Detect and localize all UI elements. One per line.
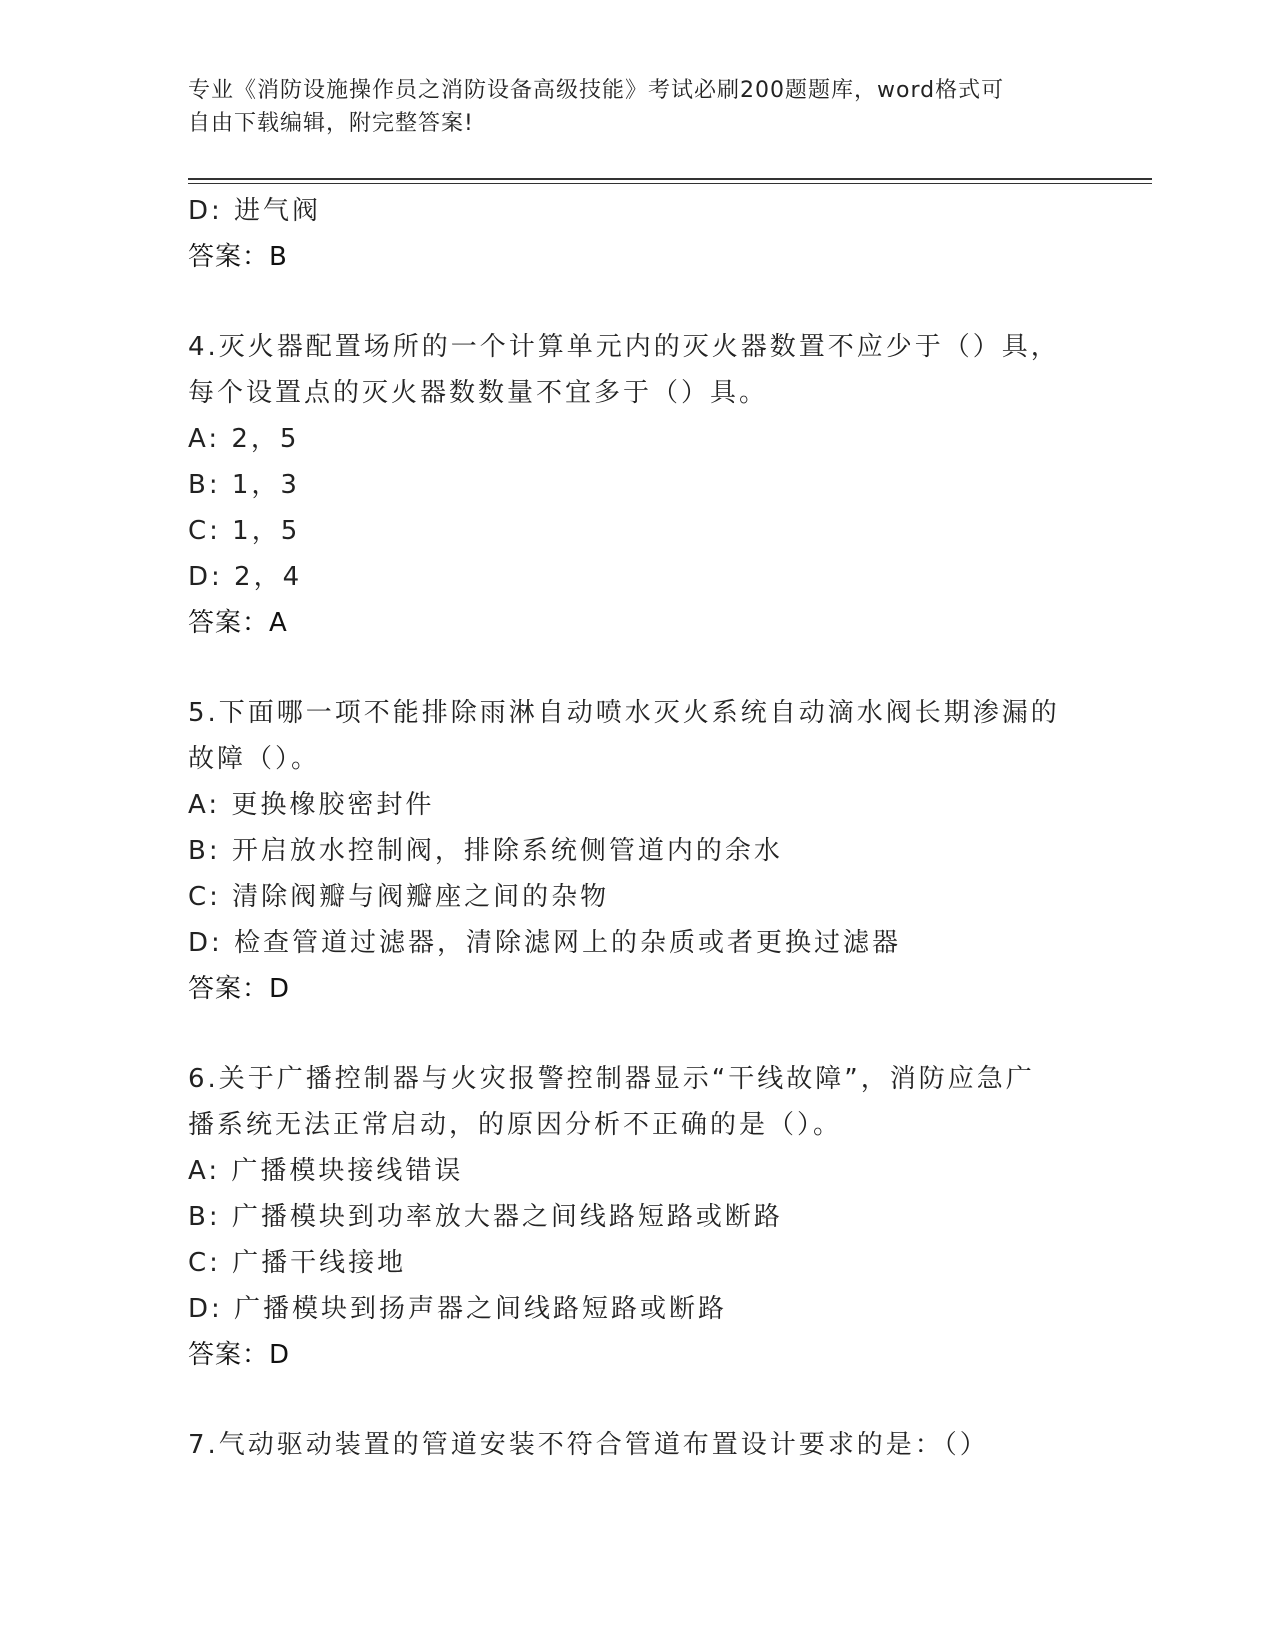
option-b: B: 1，3 [188, 470, 300, 500]
question-stem-line-2: 播系统无法正常启动，的原因分析不正确的是（）。 [188, 1110, 843, 1140]
option-c: C: 清除阀瓣与阀瓣座之间的杂物 [188, 882, 610, 912]
option-c: C: 1，5 [188, 516, 301, 546]
header-divider-thick [188, 178, 1152, 180]
question-4 [188, 324, 1088, 646]
previous-question-tail [188, 188, 1088, 280]
option-d: D: 进气阀 [188, 196, 322, 226]
question-stem-line-1: 4.灭火器配置场所的一个计算单元内的灭火器数置不应少于（）具， [188, 332, 1060, 362]
header-divider-thin [188, 183, 1152, 184]
question-stem-line-1: 6.关于广播控制器与火灾报警控制器显示“干线故障”，消防应急广 [188, 1064, 1035, 1094]
option-a: A: 更换橡胶密封件 [188, 790, 435, 820]
question-5 [188, 690, 1088, 1012]
option-a: A: 2，5 [188, 424, 300, 454]
answer-line: 答案：A [188, 608, 288, 638]
question-7 [188, 1422, 1088, 1468]
option-d: D: 2，4 [188, 562, 303, 592]
question-6 [188, 1056, 1088, 1378]
option-b: B: 广播模块到功率放大器之间线路短路或断路 [188, 1202, 783, 1232]
option-c: C: 广播干线接地 [188, 1248, 407, 1278]
question-stem-line-1: 7.气动驱动装置的管道安装不符合管道布置设计要求的是：（） [188, 1430, 989, 1460]
question-list [188, 188, 1088, 1468]
question-stem-line-1: 5.下面哪一项不能排除雨淋自动喷水灭火系统自动滴水阀长期渗漏的 [188, 698, 1060, 728]
option-d: D: 检查管道过滤器，清除滤网上的杂质或者更换过滤器 [188, 928, 902, 958]
answer-line: 答案：B [188, 242, 288, 272]
page-header [188, 74, 1068, 140]
answer-line: 答案：D [188, 974, 291, 1004]
option-a: A: 广播模块接线错误 [188, 1156, 464, 1186]
header-line-1: 专业《消防设施操作员之消防设备高级技能》考试必刷200题题库，word格式可 [188, 78, 1005, 103]
option-d: D: 广播模块到扬声器之间线路短路或断路 [188, 1294, 728, 1324]
answer-line: 答案：D [188, 1340, 291, 1370]
question-stem-line-2: 每个设置点的灭火器数数量不宜多于（）具。 [188, 378, 769, 408]
question-stem-line-2: 故障（）。 [188, 744, 321, 774]
option-b: B: 开启放水控制阀，排除系统侧管道内的余水 [188, 836, 783, 866]
header-line-2: 自由下载编辑，附完整答案! [188, 111, 474, 136]
